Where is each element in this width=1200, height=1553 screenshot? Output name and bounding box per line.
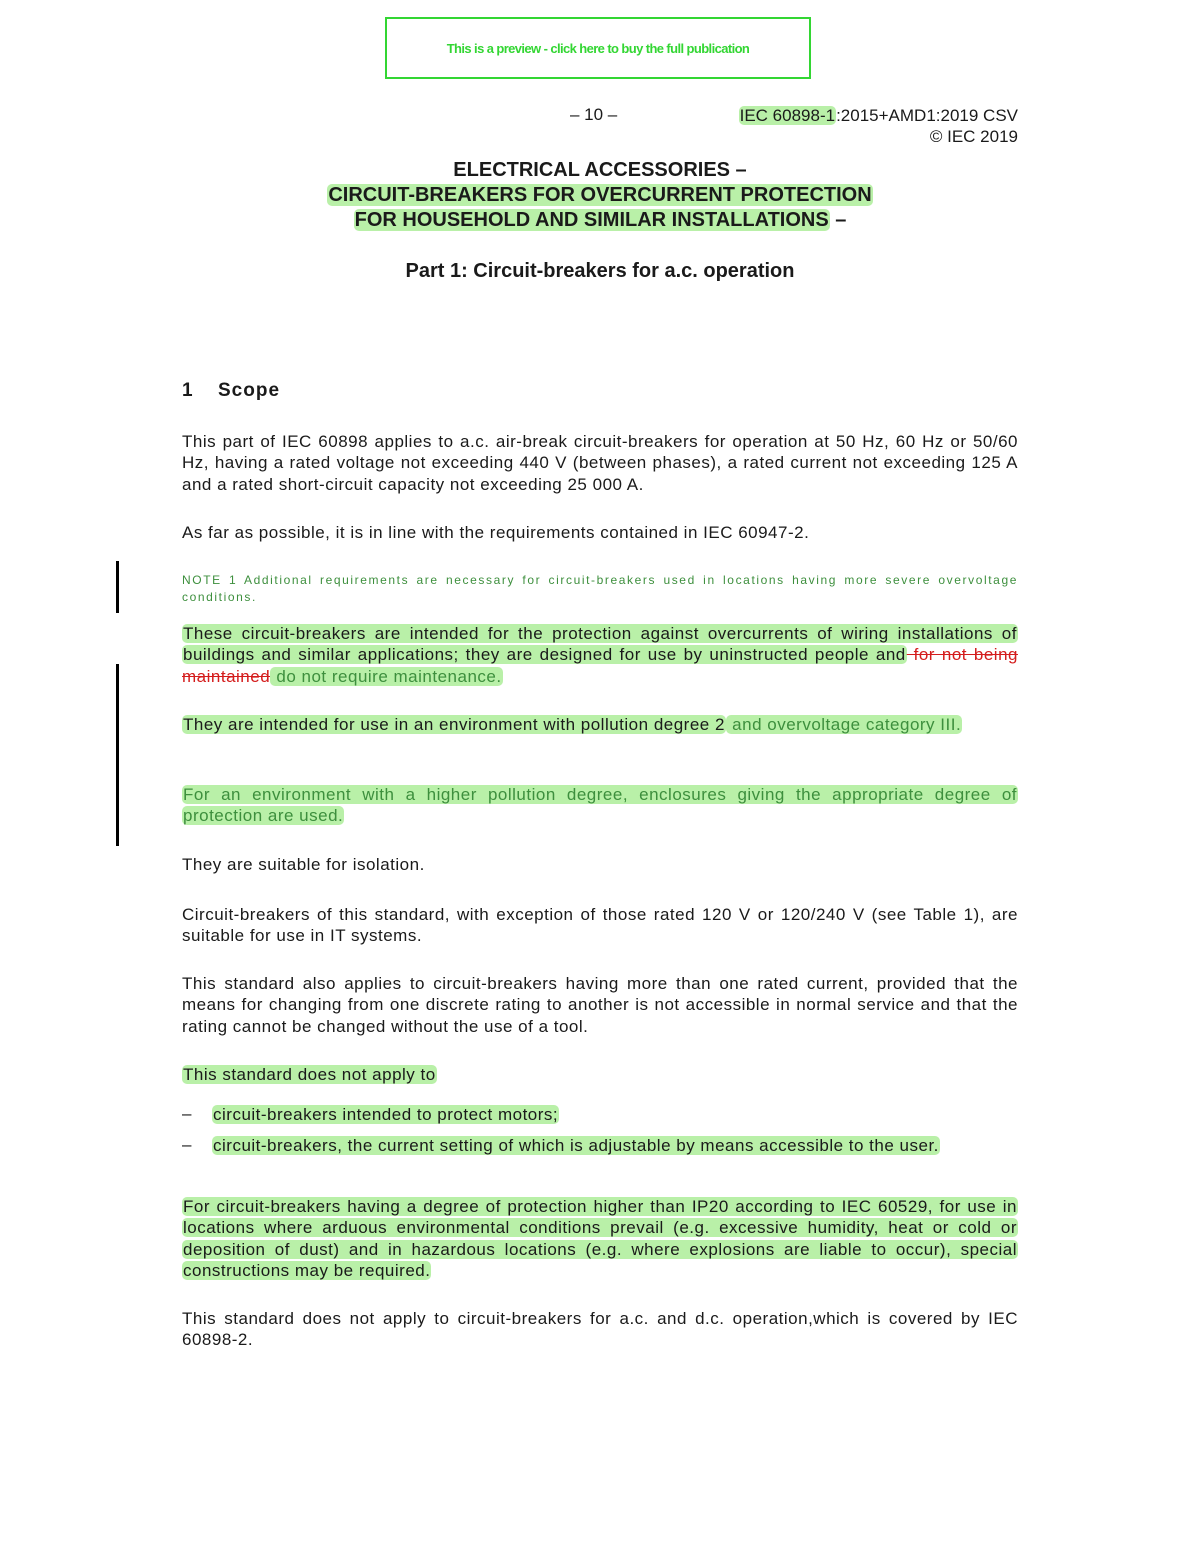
section-number: 1 — [182, 380, 194, 401]
p9-text: This standard does not apply to — [183, 1065, 436, 1084]
p4-main-text: They are intended for use in an environment with pollution degree 2 — [183, 715, 725, 734]
title-line-2: CIRCUIT-BREAKERS FOR OVERCURRENT PROTECTION — [328, 184, 872, 206]
list-item-1 — [212, 1104, 1018, 1125]
page-number: – 10 – — [570, 105, 618, 124]
scope-paragraph-6: They are suitable for isolation. — [182, 855, 425, 874]
scope-paragraph-5 — [182, 784, 1018, 827]
scope-paragraph-8: This standard also applies to circuit-breakers having more than one rated current, provided that the means for changing from one discrete rating to another is not accessible in normal service and that the rating cannot be changed without the use of a tool. — [182, 974, 1018, 1036]
document-id — [739, 105, 1018, 147]
list-item-2 — [212, 1135, 1018, 1156]
note-1: NOTE 1 Additional requirements are necessary for circuit-breakers used in locations having more severe overvoltage conditions. — [182, 573, 1018, 604]
copyright: © IEC 2019 — [929, 127, 1018, 146]
section-title: Scope — [218, 380, 281, 401]
scope-paragraph-7: Circuit-breakers of this standard, with exception of those rated 120 V or 120/240 V (see Table 1), are suitable for use in IT systems. — [182, 905, 1018, 946]
list-bullet-2: – — [182, 1135, 192, 1154]
p3-deleted-text: for not being maintained — [182, 645, 1018, 686]
scope-paragraph-11: This standard does not apply to circuit-breakers for a.c. and d.c. operation,which is covered by IEC 60898-2. — [182, 1309, 1018, 1350]
scope-paragraph-1: This part of IEC 60898 applies to a.c. air-break circuit-breakers for operation at 50 Hz, 60 Hz or 50/60 Hz, having a rated voltage not exceeding 440 V (between phases), a rated current not exceeding 125 A and a rated short-circuit capacity not exceeding 25 000 A. — [182, 432, 1018, 494]
title-line-1: ELECTRICAL ACCESSORIES – — [453, 159, 747, 181]
scope-paragraph-3 — [182, 623, 1018, 687]
scope-paragraph-2: As far as possible, it is in line with the requirements contained in IEC 60947-2. — [182, 523, 810, 542]
change-bar-amendment — [116, 664, 119, 846]
document-id-rest: :2015+AMD1:2019 CSV — [836, 106, 1018, 125]
p10-text: For circuit-breakers having a degree of protection higher than IP20 according to IEC 60529, for use in locations where arduous environmental conditions prevail (e.g. excessive humidity, heat or cold or deposition of dust) and in hazardous locations (e.g. where explosions are liable to occur), special constructions may be required. — [183, 1197, 1017, 1280]
buy-preview-banner[interactable]: This is a preview - click here to buy the full publication — [385, 17, 811, 79]
title-line-3: FOR HOUSEHOLD AND SIMILAR INSTALLATIONS — [354, 209, 829, 231]
section-heading — [182, 380, 280, 402]
p5-text: For an environment with a higher pollution degree, enclosures giving the appropriate degree of protection are used. — [183, 785, 1017, 826]
list-bullet-1: – — [182, 1104, 192, 1123]
scope-paragraph-9 — [182, 1064, 1018, 1085]
change-bar-note — [116, 561, 119, 613]
p3-added-text: do not require maintenance. — [271, 666, 502, 686]
document-subtitle: Part 1: Circuit-breakers for a.c. operation — [405, 260, 795, 282]
scope-paragraph-4 — [182, 714, 1018, 735]
document-id-highlight: IEC 60898-1 — [739, 106, 836, 125]
p3-main-text: These circuit-breakers are intended for the protection against overcurrents of wiring installations of buildings and similar applications; they are designed for use by uninstructed people and — [183, 624, 1017, 665]
document-title — [182, 158, 1018, 233]
scope-paragraph-10 — [182, 1196, 1018, 1281]
p4-added-text: and overvoltage category III. — [726, 715, 962, 734]
list-item-1-text: circuit-breakers intended to protect motors; — [213, 1105, 559, 1124]
list-item-2-text: circuit-breakers, the current setting of which is adjustable by means accessible to the user. — [213, 1136, 939, 1155]
title-line-3-suffix: – — [829, 209, 847, 231]
